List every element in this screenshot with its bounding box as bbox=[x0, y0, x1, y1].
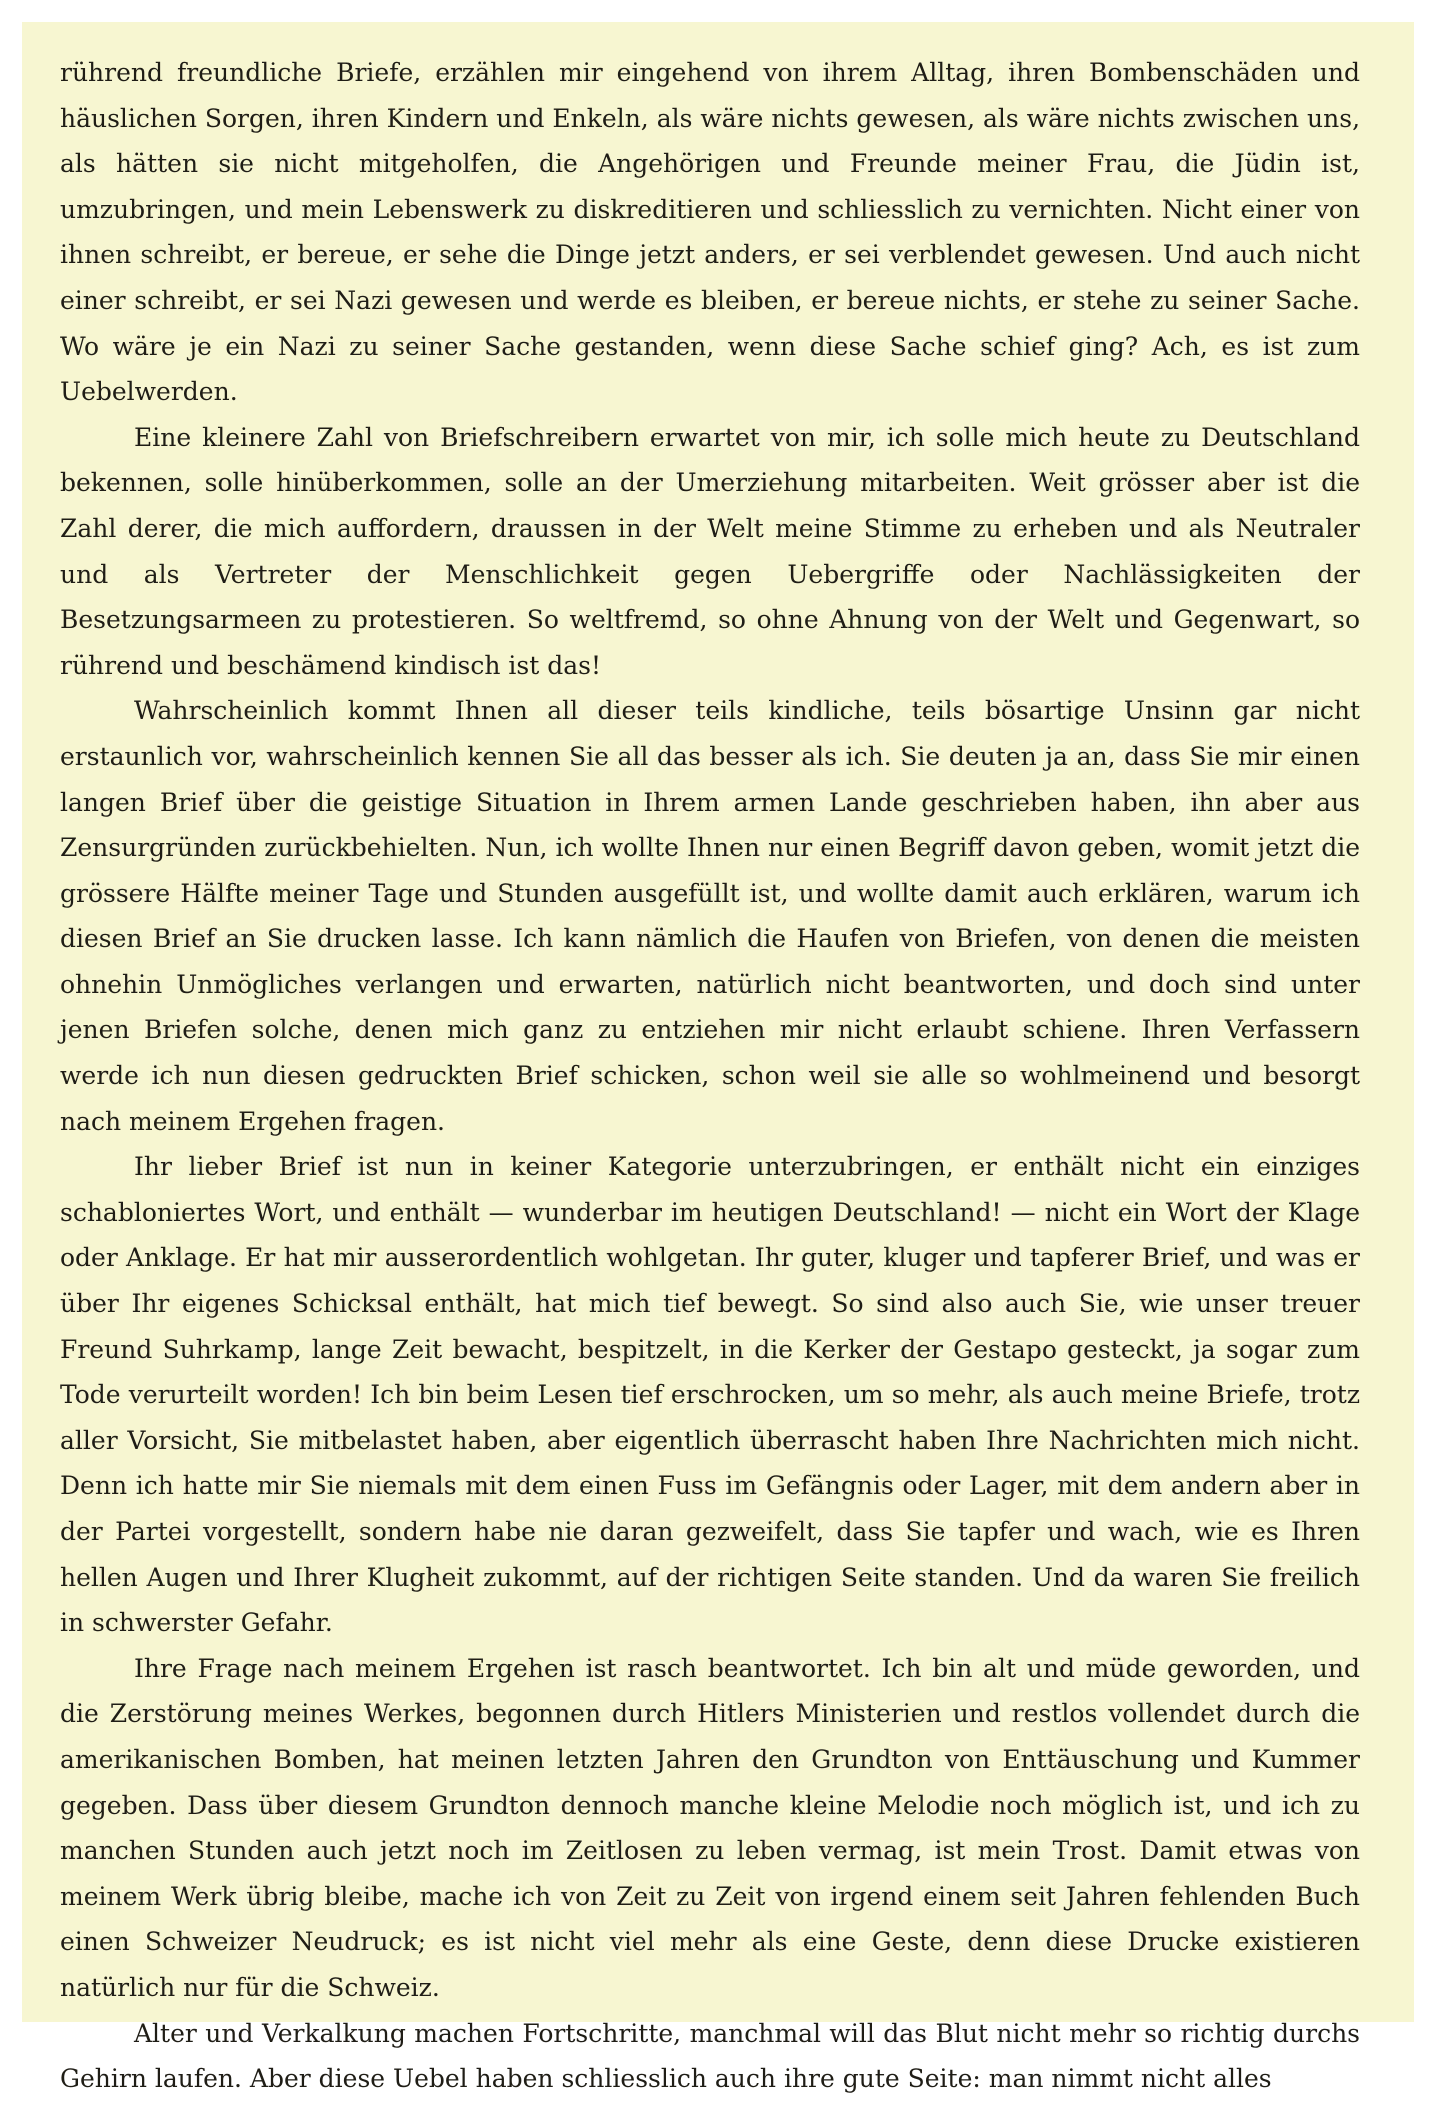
paragraph-3: Wahrscheinlich kommt Ihnen all dieser teils kindliche, teils bösartige Unsinn gar nicht erstaunlich vor, wahrscheinlich kennen Sie all das besser als ich. Sie deuten ja an, dass Sie mir einen langen Brief über die geistige Situation in Ihrem armen Lande geschrieben haben, ihn aber aus Zensurgründen zurückbehielten. Nun, ich wollte Ihnen nur einen Begriff davon geben, womit jetzt die grössere Hälfte meiner Tage und Stunden ausgefüllt ist, und wollte damit auch erklären, warum ich diesen Brief an Sie drucken lasse. Ich kann nämlich die Haufen von Briefen, von denen die meisten ohnehin Unmögliches verlangen und erwarten, natürlich nicht beantworten, und doch sind unter jenen Briefen solche, denen mich ganz zu entziehen mir nicht erlaubt schiene. Ihren Verfassern werde ich nun diesen gedruckten Brief schicken, schon weil sie alle so wohlmeinend und besorgt nach meinem Ergehen fragen. bbox=[60, 696, 1360, 1136]
letter-body bbox=[60, 50, 1360, 2102]
paragraph-2: Eine kleinere Zahl von Briefschreibern erwartet von mir, ich solle mich heute zu Deutschland bekennen, solle hinüberkommen, solle an der Umerziehung mitarbeiten. Weit grösser aber ist die Zahl derer, die mich auffordern, draussen in der Welt meine Stimme zu erheben und als Neutraler und als Vertreter der Menschlichkeit gegen Uebergriffe oder Nachlässigkeiten der Besetzungsarmeen zu protestieren. So weltfremd, so ohne Ahnung von der Welt und Gegenwart, so rührend und beschämend kindisch ist das! bbox=[60, 422, 1360, 680]
document-page bbox=[22, 22, 1414, 2094]
paragraph-5: Ihre Frage nach meinem Ergehen ist rasch beantwortet. Ich bin alt und müde geworden, und die Zerstörung meines Werkes, begonnen durch Hitlers Ministerien und restlos vollendet durch die amerikanischen Bomben, hat meinen letzten Jahren den Grundton von Enttäuschung und Kummer gegeben. Dass über diesem Grundton dennoch manche kleine Melodie noch möglich ist, und ich zu manchen Stunden auch jetzt noch im Zeitlosen zu leben vermag, ist mein Trost. Damit etwas von meinem Werk übrig bleibe, mache ich von Zeit zu Zeit von irgend einem seit Jahren fehlenden Buch einen Schweizer Neudruck; es ist nicht viel mehr als eine Geste, denn diese Drucke existieren natürlich nur für die Schweiz. bbox=[60, 1653, 1360, 2002]
paragraph-6: Alter und Verkalkung machen Fortschritte, manchmal will das Blut nicht mehr so richtig durchs Gehirn laufen. Aber diese Uebel haben schliesslich auch ihre gute Seite: man nimmt nicht alles bbox=[60, 2018, 1360, 2094]
paragraph-1: rührend freundliche Briefe, erzählen mir eingehend von ihrem Alltag, ihren Bombenschäden und häuslichen Sorgen, ihren Kindern und Enkeln, als wäre nichts gewesen, als wäre nichts zwischen uns, als hätten sie nicht mitgeholfen, die Angehörigen und Freunde meiner Frau, die Jüdin ist, umzubringen, und mein Lebenswerk zu diskreditieren und schliesslich zu vernichten. Nicht einer von ihnen schreibt, er bereue, er sehe die Dinge jetzt anders, er sei verblendet gewesen. Und auch nicht einer schreibt, er sei Nazi gewesen und werde es bleiben, er bereue nichts, er stehe zu seiner Sache. Wo wäre je ein Nazi zu seiner Sache gestanden, wenn diese Sache schief ging? Ach, es ist zum Uebelwerden. bbox=[60, 58, 1361, 407]
paragraph-4: Ihr lieber Brief ist nun in keiner Kategorie unterzubringen, er enthält nicht ein einziges schabloniertes Wort, und enthält — wunderbar im heutigen Deutschland! — nicht ein Wort der Klage oder Anklage. Er hat mir ausserordentlich wohlgetan. Ihr guter, kluger und tapferer Brief, und was er über Ihr eigenes Schicksal enthält, hat mich tief bewegt. So sind also auch Sie, wie unser treuer Freund Suhrkamp, lange Zeit bewacht, bespitzelt, in die Kerker der Gestapo gesteckt, ja sogar zum Tode verurteilt worden! Ich bin beim Lesen tief erschrocken, um so mehr, als auch meine Briefe, trotz aller Vorsicht, Sie mitbelastet haben, aber eigentlich überrascht haben Ihre Nachrichten mich nicht. Denn ich hatte mir Sie niemals mit dem einen Fuss im Gefängnis oder Lager, mit dem andern aber in der Partei vorgestellt, sondern habe nie daran gezweifelt, dass Sie tapfer und wach, wie es Ihren hellen Augen und Ihrer Klugheit zukommt, auf der richtigen Seite standen. Und da waren Sie freilich in schwerster Gefahr. bbox=[60, 1152, 1360, 1638]
